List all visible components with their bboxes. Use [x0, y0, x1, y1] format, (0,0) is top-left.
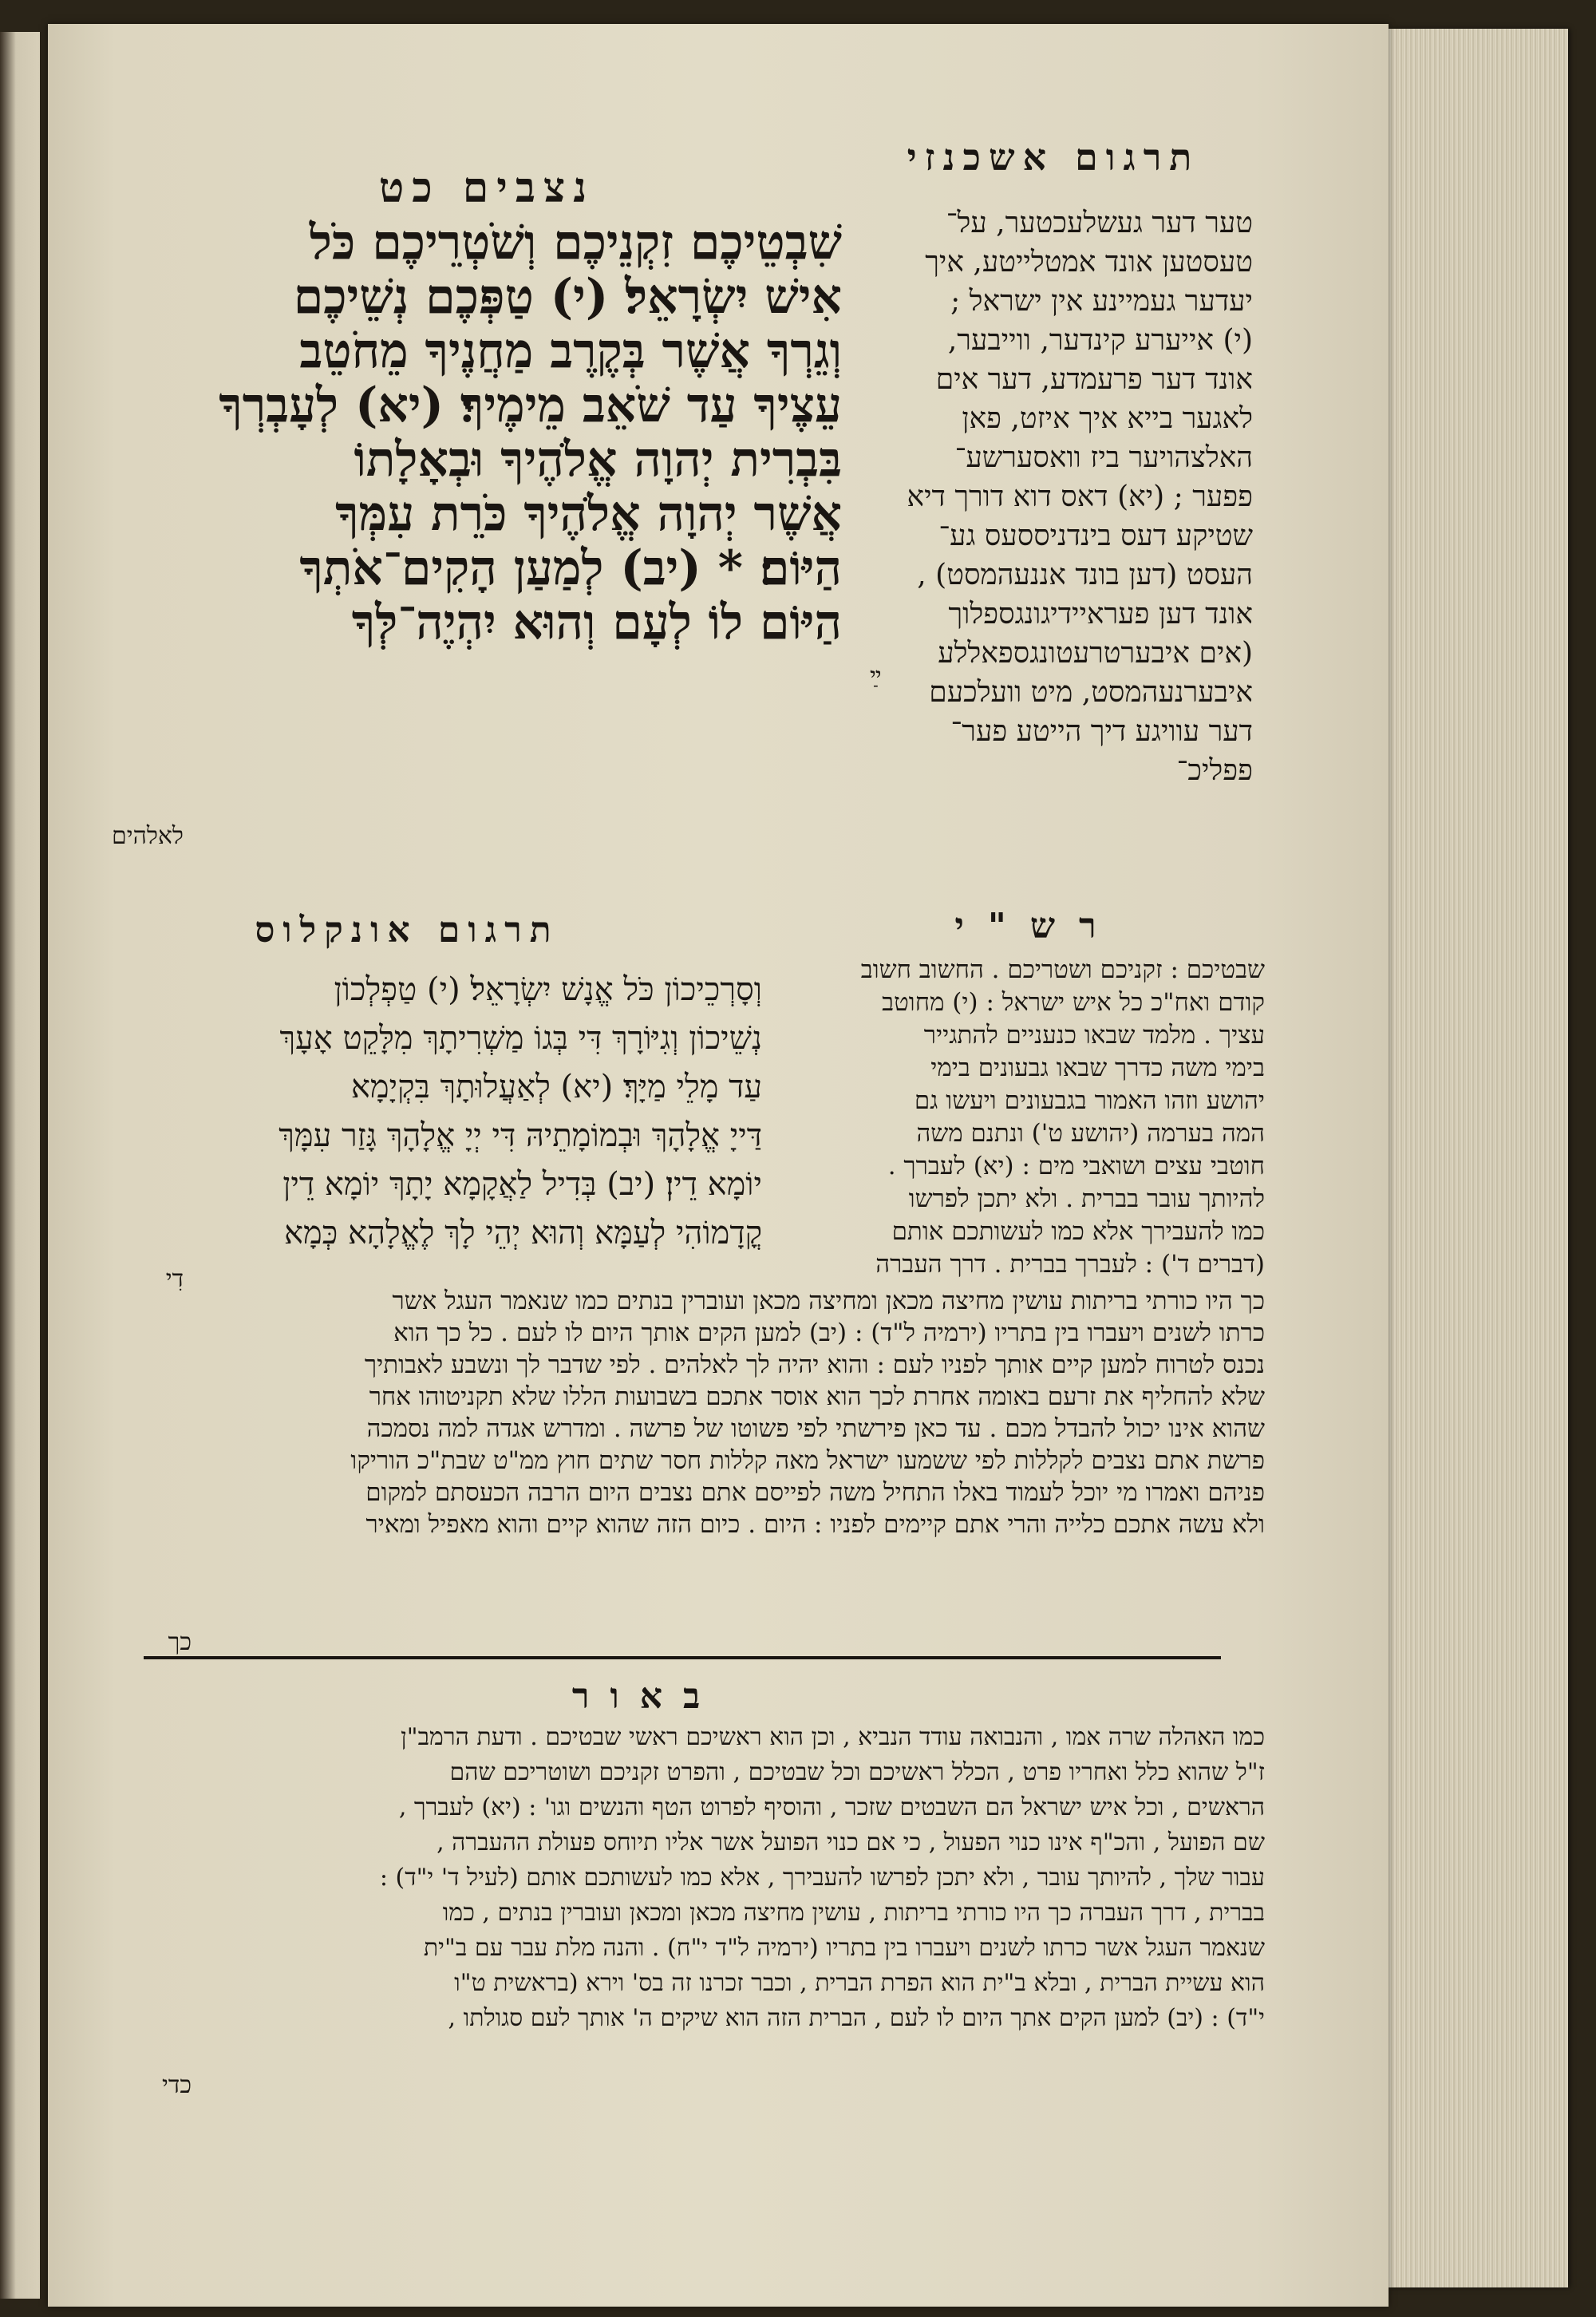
text-line: קֳדָמוֹהִי לְעַמָּא וְהוּא יְהֵי לָךְ לֶאֱלָהָא כְּמָא: [284, 1215, 762, 1251]
text-line: שם הפועל , והכ"ף אינו כנוי הפעול , כי אם כנוי הפועל אשר אליו תיוחס פעולת ההעברה ,: [437, 1829, 1265, 1856]
text-line: אֲשֶׁר יְהוָה אֱלֹהֶיךָ כֹּרֵת עִמְּךָ: [335, 487, 842, 541]
section-divider: [144, 1656, 1221, 1659]
text-line: נְשֵׁיכוֹן וְגִיּוֹרָךְ דִּי בְּגוֹ מַשְׁרִיתָךְ מִלָּקֵט אָעָךְ: [279, 1020, 762, 1057]
rashi-commentary-column: [770, 954, 1265, 1281]
text-line: שנאמר העגל אשר כרתו לשנים ויעברו בין בתריו (ירמיה ל"ד י"ח) . והנה מלת עבר עם ב"ית: [423, 1934, 1265, 1962]
text-line: טער דער געשלעכטער, על־: [946, 207, 1253, 239]
text-line: י"ד) : (יב) למען הקים אתך היום לו לעם , הברית הזה הוא שיקים ה' אותך לעם סגולתו ,: [448, 2004, 1265, 2032]
text-line: כמו להעבירך אלא כמו לעשותכם אותם: [891, 1217, 1265, 1246]
text-line: הראשים , וכל איש ישראל הם השבטים שזכר , והוסיף לפרוט הטף והנשים וגו' : (יא) לעברך ,: [398, 1793, 1265, 1821]
text-line: בִּבְרִית יְהוָה אֱלֹהֶיךָ וּבְאָלָתוֹ: [354, 433, 842, 487]
text-line: יעדער געמיינע אין ישראל ;: [950, 285, 1253, 318]
text-line: איבערנעהמסט, מיט וועלכעם: [929, 676, 1253, 709]
text-line: עבור שלך , להיותך עובר , ולא יתכן לפרשו להעבירך , אלא כמו לעשותכם אותם (לעיל ד' י"ד) :: [379, 1864, 1265, 1892]
text-line: לאגער בייא איך איזט, פאן: [962, 402, 1253, 435]
text-line: הַיּוֹם׃ * (יב) לְמַעַן הָקִים־אֹתְךָ: [299, 541, 842, 595]
header-targum-ashkenazi: תרגום אשכנזי: [907, 136, 1200, 179]
text-line: ז"ל שהוא כלל ואחריו פרט , הכלל ראשיכם וכל שבטיכם , והפרט זקניכם ושוטריכם שהם: [449, 1758, 1265, 1786]
page-stack-edge: [1389, 29, 1568, 2287]
text-line: (י) אייערע קינדער, ווייבער,: [947, 324, 1253, 357]
text-line: העסט (דען בונד אננעהמסט) ,: [917, 559, 1253, 591]
text-line: כך היו כורתי בריתות עושין מחיצה מכאן ומחיצה מכאן ועוברין בנתים כמו שנאמר העגל אשר: [392, 1287, 1265, 1315]
text-line: אונד דער פרעמדע, דער אים: [935, 363, 1253, 396]
text-line: שטיקע דעס בינדניססעס גע־: [938, 520, 1253, 552]
text-line: שבטיכם : זקניכם ושטריכם . החשוב חשוב: [860, 955, 1265, 984]
text-line: דער עוויגע דיך הייטע פער־: [950, 715, 1253, 748]
text-line: פניהם ואמרו מי יוכל לעמוד באלו התחיל משה לפייסם אתם נצבים היום הרבה הכעסתם למקום: [365, 1478, 1265, 1507]
text-line: עַד מָלֵי מַיָּךְ׃ (יא) לְאַעֲלוּתָךְ בִּקְיָמָא: [350, 1069, 762, 1105]
asterisk-mark: ײַ: [870, 662, 882, 690]
text-line: דַּייָ אֱלָהָךְ וּבְמוֹמָתֵיהּ דִּי יְיָ אֱלָהָךְ גָּזַר עִמָּךְ: [279, 1117, 762, 1154]
onkelos-lines: [108, 966, 762, 1258]
text-line: חוטבי עצים ושואבי מים : (יא) לעברך .: [887, 1152, 1265, 1180]
text-line: כמו האהלה שרה אמו , והנבואה עודד הנביא , וכן הוא ראשיכם ראשי שבטיכם . ודעת הרמב"ן: [401, 1723, 1265, 1751]
onkelos-catchword: דִי: [165, 1265, 184, 1293]
text-line: הַיּוֹם לוֹ לְעָם וְהוּא יִהְיֶה־לְּךָ: [351, 595, 842, 650]
text-line: המה בערמה (יהושע ט') ונתנם משה: [916, 1119, 1265, 1148]
text-line: אונד דען פעראיידיגונגספלוך: [948, 598, 1253, 631]
text-line: וְסָרְכֵיכוֹן כֹּל אֱנָשׁ יִשְׂרָאֵל׃ (י) טַפְלְכוֹן: [334, 971, 762, 1008]
rashi-wide-lines: [108, 1285, 1265, 1540]
text-line: יהושע וזהו האמור בגבעונים ויעשו גם: [914, 1086, 1265, 1115]
rashi-catchword: כך: [168, 1628, 192, 1656]
previous-page-edge: [0, 32, 40, 2299]
text-line: (אים איבערטרעטונגספאללע: [938, 637, 1253, 670]
text-line: קודם ואח"כ כל איש ישראל : (י) מחוטב: [882, 988, 1265, 1017]
text-line: שִׁבְטֵיכֶם זִקְנֵיכֶם וְשֹׁטְרֵיכֶם כֹּל: [309, 215, 842, 270]
text-line: האלצהויער ביז וואסערשע־: [954, 441, 1253, 474]
text-line: יוֹמָא דֵין׃ (יב) בְּדִיל לַאֲקָמָא יָתָךְ יוֹמָא דֵין: [282, 1166, 762, 1203]
header-parsha-chapter: נצבים כט: [378, 164, 595, 212]
text-line: אִישׁ יִשְׂרָאֵל׃ (י) טַפְּכֶם נְשֵׁיכֶם: [293, 270, 842, 324]
text-line: הוא עשיית הברית , ובלא ב"ית הוא הפרת הברית , וכבר זכרנו זה בס' וירא (בראשית ט"ו: [454, 1969, 1265, 1997]
yiddish-lines: [846, 204, 1253, 790]
text-line: בימי משה כדרך שבאו גבעונים בימי: [930, 1054, 1265, 1082]
text-line: כרתו לשנים ויעברו בין בתריו (ירמיה ל"ד) : (יב) למען הקים אותך היום לו לעם . כל כך הוא: [393, 1319, 1265, 1347]
text-line: שלא להחליף את זרעם באומה אחרת לכך הוא אוסר אתכם בשבועות הללו שלא תקניטוהו אחר: [369, 1382, 1265, 1411]
text-line: שהוא אינו יכול להבדל מכם . עד כאן פירשתי לפי פשוטו של פרשה . ומדרש אגדה למה נסמכה: [366, 1414, 1265, 1443]
yiddish-translation: [846, 204, 1253, 790]
text-line: פרשת אתם נצבים לקללות לפי ששמעו ישראל מאה קללות חסר שתים חוץ ממ"ט שבת"כ הוריקו: [350, 1446, 1265, 1475]
biur-lines: [108, 1720, 1265, 2036]
biur-commentary: [108, 1720, 1265, 2036]
scripture-text: [108, 215, 842, 650]
text-line: (דברים ד') : לעברך בברית . דרך העברה: [875, 1250, 1265, 1279]
biur-catchword: כדי: [162, 2071, 192, 2099]
scripture-lines: [108, 215, 842, 650]
text-line: פפליכ־: [1176, 754, 1253, 787]
text-line: עציך . מלמד שבאו כנעניים להתגייר: [923, 1021, 1265, 1050]
text-line: וְגֵרְךָ אֲשֶׁר בְּקֶרֶב מַחֲנֶיךָ מֵחֹטֵב: [299, 324, 842, 378]
header-targum-onkelos: תרגום אונקלוס: [255, 910, 559, 951]
text-line: פפער ; (יא) דאס דוא דורך דיא: [907, 480, 1253, 513]
book-page: [48, 24, 1389, 2307]
header-biur: באור: [571, 1676, 721, 1717]
scripture-catchword: לאלהים: [112, 822, 184, 850]
text-line: להיותך עובר בברית . ולא יתכן לפרשו: [908, 1184, 1265, 1213]
text-line: ולא עשה אתכם כלייה והרי אתם קיימים לפניו : היום . כיום הזה שהוא קיים והוא מאפיל ומאיר: [365, 1510, 1265, 1539]
header-rashi: רש"י: [954, 906, 1120, 947]
text-line: בברית , דרך העברה כך היו כורתי בריתות , עושין מחיצה מכאן ומכאן ועוברין בנתים , כמו: [442, 1899, 1265, 1927]
text-line: עֵצֶיךָ עַד שֹׁאֵב מֵימֶיךָ׃ (יא) לְעָבְרְךָ: [219, 378, 842, 433]
onkelos-text: [108, 966, 762, 1258]
rashi-column-lines: [770, 954, 1265, 1281]
text-line: נכנס לטרוח למען קיים אותך לפניו לעם : והוא יהיה לך לאלהים . לפי שדבר לך ונשבע לאבותיך: [364, 1350, 1265, 1379]
rashi-commentary-wide: [108, 1285, 1265, 1540]
text-line: טעסטען אונד אמטלייטע, איך: [925, 246, 1253, 279]
